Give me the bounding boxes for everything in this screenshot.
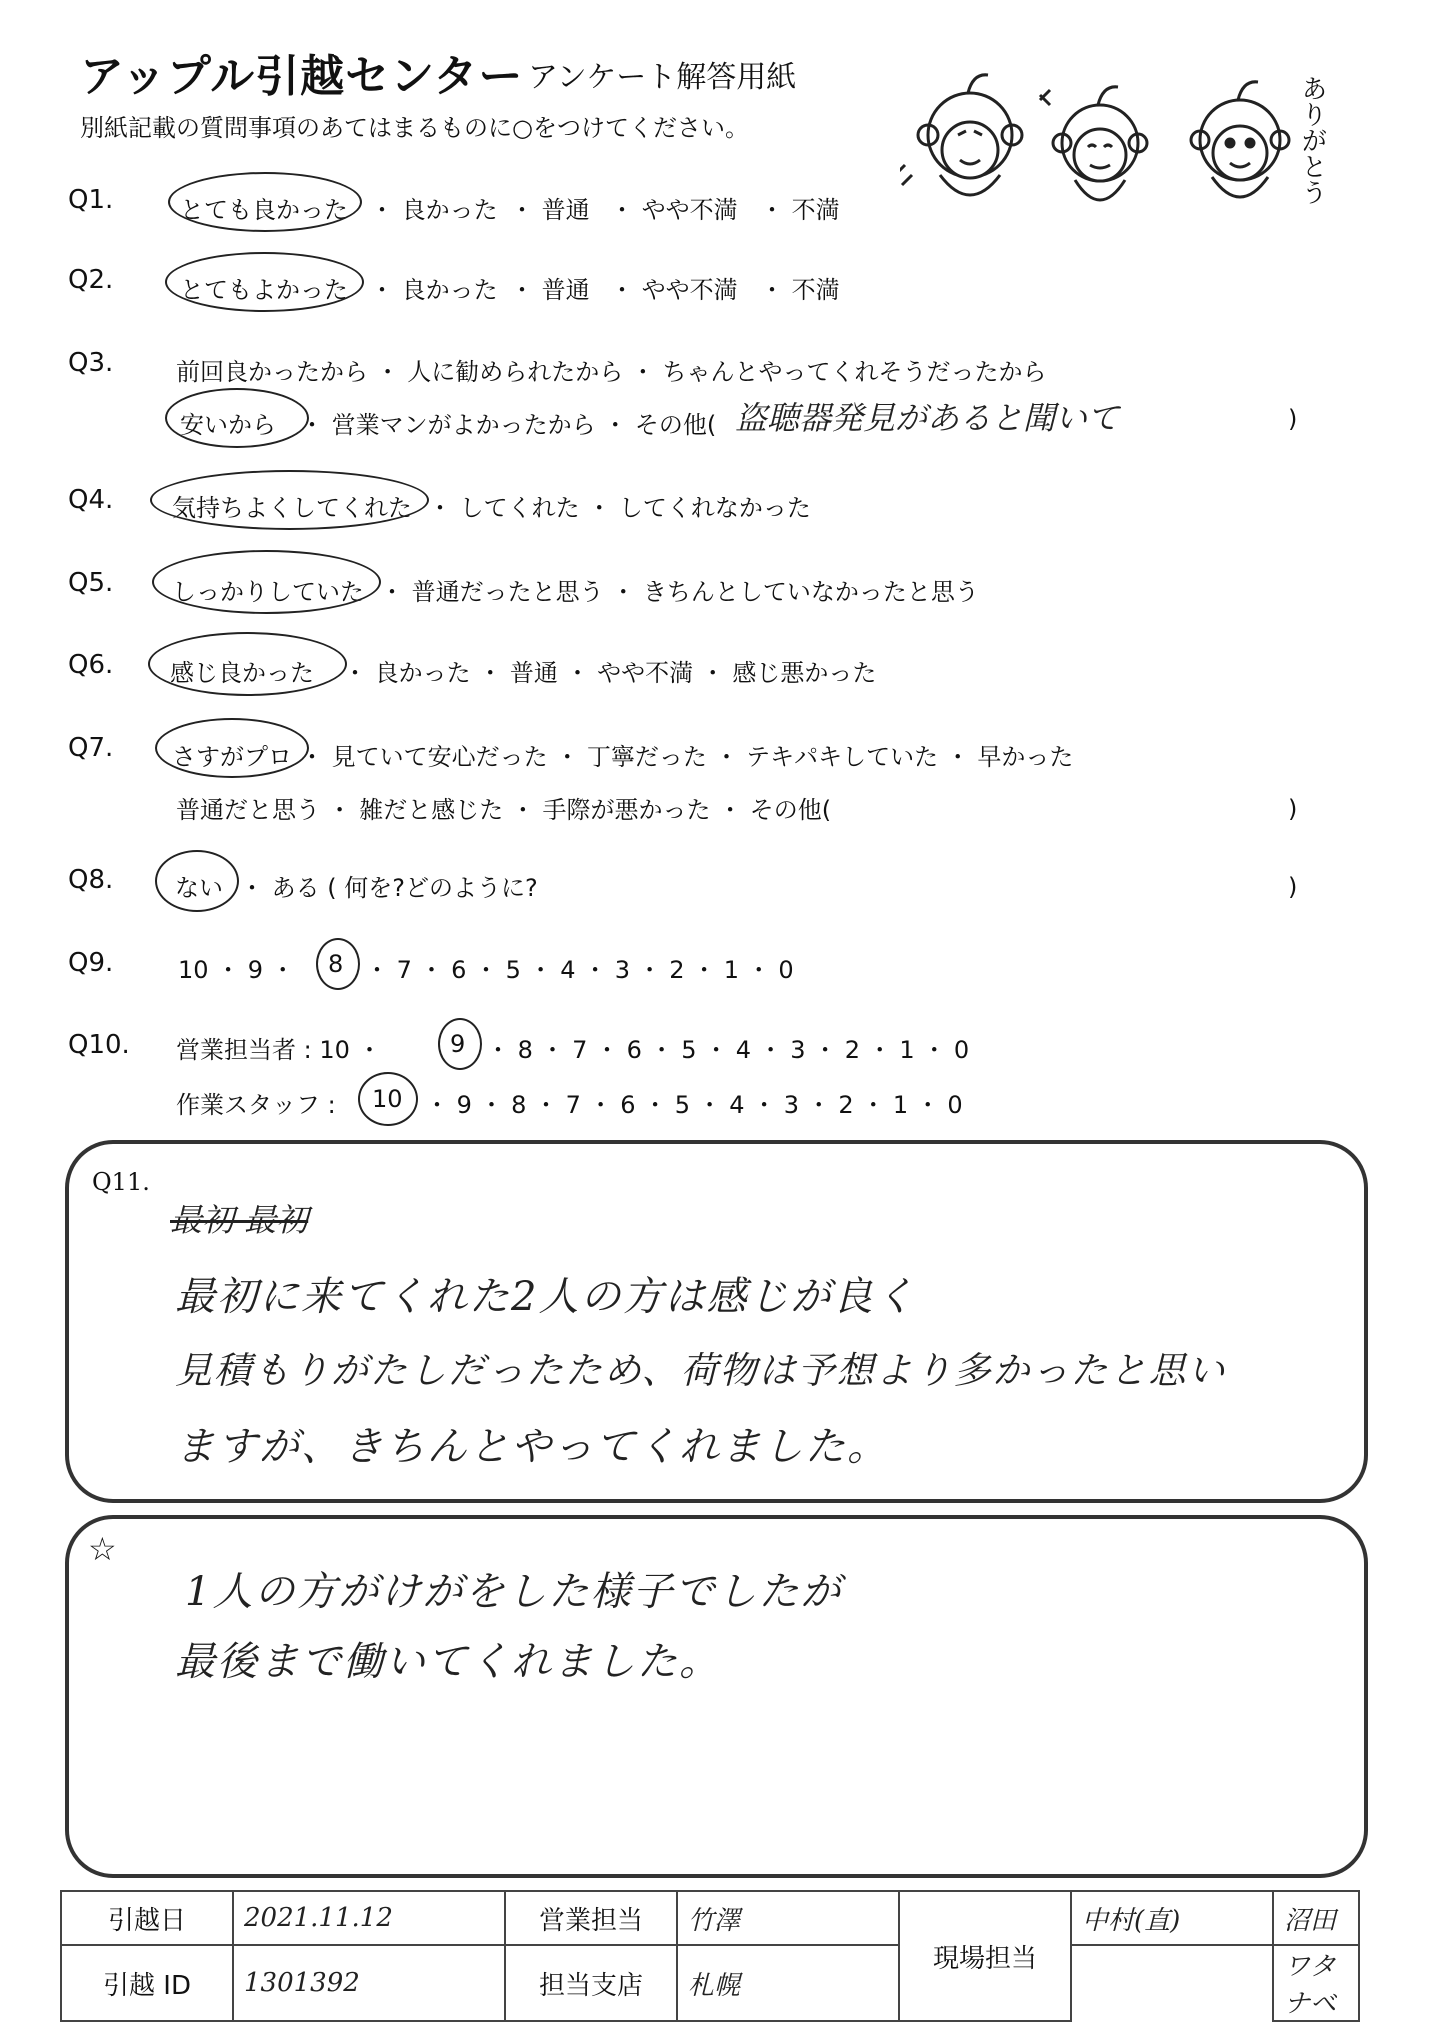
company-title: アップル引越センター xyxy=(80,51,524,102)
extra-comment-line-1: 1人の方がけがをした様子でしたが xyxy=(185,1569,843,1615)
q9-scale-after[interactable]: ・ 7 ・ 6 ・ 5 ・ 4 ・ 3 ・ 2 ・ 1 ・ 0 xyxy=(365,956,794,984)
q3-options-line1[interactable]: 前回良かったから ・ 人に勧められたから ・ ちゃんとやってくれそうだったから xyxy=(176,358,1047,386)
q3-selection-circle xyxy=(165,388,309,448)
q10-sales-selected[interactable]: 9 xyxy=(450,1030,466,1058)
q8-options-rest[interactable]: ・ ある ( 何を?どのように? xyxy=(240,874,538,902)
q3-close-paren: ) xyxy=(1288,405,1298,433)
q3-label: Q3. xyxy=(68,348,114,378)
move-date-label: 引越日 xyxy=(61,1891,233,1945)
q11-struck-text: 最初 最初 xyxy=(170,1201,309,1239)
q6-options-rest[interactable]: ・ 良かった ・ 普通 ・ やや不満 ・ 感じ悪かった xyxy=(343,659,877,687)
q1-option-2[interactable]: ・ 良かった xyxy=(370,196,498,224)
q2-option-2[interactable]: ・ 良かった xyxy=(370,276,498,304)
q7-selection-circle xyxy=(155,718,309,778)
q2-option-5[interactable]: ・ 不満 xyxy=(760,276,840,304)
site-staff-label: 現場担当 xyxy=(899,1891,1071,2021)
q7-close-paren: ) xyxy=(1288,795,1298,823)
q6-selection-circle xyxy=(148,632,347,696)
q10-sales-scale[interactable]: ・ 8 ・ 7 ・ 6 ・ 5 ・ 4 ・ 3 ・ 2 ・ 1 ・ 0 xyxy=(486,1036,970,1064)
q8-label: Q8. xyxy=(68,865,114,895)
q2-selection-circle xyxy=(165,252,364,312)
sales-rep-value: 竹澤 xyxy=(677,1891,899,1945)
site-staff-2: 沼田 xyxy=(1273,1891,1359,1945)
q9-scale-before[interactable]: 10 ・ 9 ・ xyxy=(178,956,295,984)
q11-comment-line-2: 見積もりがたしだったため、荷物は予想より多かったと思い xyxy=(175,1349,1227,1392)
q10-sales-label[interactable]: 営業担当者 : 10 ・ xyxy=(176,1036,382,1064)
q11-comment-line-1: 最初に来てくれた2人の方は感じが良く xyxy=(175,1274,917,1320)
q1-selection-circle xyxy=(168,172,362,232)
q1-option-5[interactable]: ・ 不満 xyxy=(760,196,840,224)
q7-option-selected[interactable]: さすがプロ xyxy=(172,743,292,771)
q1-option-3[interactable]: ・ 普通 xyxy=(510,196,590,224)
q5-option-selected[interactable]: しっかりしていた xyxy=(172,578,364,606)
footer-info-table xyxy=(60,1890,1360,2022)
instruction-text: 別紙記載の質問事項のあてはまるものに○をつけてください。 xyxy=(80,114,749,142)
q10-sales-selection-circle xyxy=(438,1018,482,1070)
extra-comment-line-2: 最後まで働いてくれました。 xyxy=(175,1639,721,1685)
q7-options-line2[interactable]: 普通だと思う ・ 雑だと感じた ・ 手際が悪かった ・ その他( xyxy=(176,796,832,824)
branch-label: 担当支店 xyxy=(505,1945,677,2021)
site-staff-empty xyxy=(1071,1945,1273,2021)
mascot-text: ありがとう xyxy=(1297,75,1327,205)
move-id-label: 引越 ID xyxy=(61,1945,233,2021)
q1-option-4[interactable]: ・ やや不満 xyxy=(610,196,738,224)
q9-label: Q9. xyxy=(68,948,114,978)
form-subtitle: アンケート解答用紙 xyxy=(528,60,797,95)
q4-option-selected[interactable]: 気持ちよくしてくれた xyxy=(172,494,412,522)
star-icon: ☆ xyxy=(88,1530,117,1568)
q3-other-handwritten: 盗聴器発見があると聞いて xyxy=(735,399,1120,437)
q2-option-4[interactable]: ・ やや不満 xyxy=(610,276,738,304)
site-staff-3: ワタナベ xyxy=(1273,1945,1359,2021)
q5-label: Q5. xyxy=(68,568,114,598)
q1-option-1[interactable]: とても良かった xyxy=(180,196,348,224)
q4-selection-circle xyxy=(150,470,429,530)
q5-selection-circle xyxy=(152,550,381,614)
q6-option-selected[interactable]: 感じ良かった xyxy=(170,659,314,687)
move-id-value: 1301392 xyxy=(233,1945,505,2021)
q9-selection-circle xyxy=(316,938,360,990)
q8-selection-circle xyxy=(155,850,239,912)
q2-option-3[interactable]: ・ 普通 xyxy=(510,276,590,304)
q1-label: Q1. xyxy=(68,185,114,215)
q3-options-line2[interactable]: ・ 営業マンがよかったから ・ その他( xyxy=(300,411,717,439)
branch-value: 札幌 xyxy=(677,1945,899,2021)
q8-option-selected[interactable]: ない xyxy=(175,874,223,902)
q7-options-rest[interactable]: ・ 見ていて安心だった ・ 丁寧だった ・ テキパキしていた ・ 早かった xyxy=(300,743,1074,771)
q11-comment-line-3: ますが、きちんとやってくれました。 xyxy=(175,1424,889,1470)
q11-label: Q11. xyxy=(92,1168,150,1196)
q9-selected-score[interactable]: 8 xyxy=(328,950,344,978)
q4-label: Q4. xyxy=(68,485,114,515)
q8-close-paren: ) xyxy=(1288,873,1298,901)
q10-label: Q10. xyxy=(68,1030,130,1060)
move-date-value: 2021.11.12 xyxy=(233,1891,505,1945)
q7-label: Q7. xyxy=(68,733,114,763)
site-staff-1: 中村(直) xyxy=(1071,1891,1273,1945)
sales-rep-label: 営業担当 xyxy=(505,1891,677,1945)
q10-staff-selection-circle xyxy=(358,1072,418,1126)
q6-label: Q6. xyxy=(68,650,114,680)
mascot-illustration xyxy=(900,55,1340,225)
q10-staff-label[interactable]: 作業スタッフ : xyxy=(176,1091,336,1119)
q3-option-selected[interactable]: 安いから xyxy=(180,411,276,439)
q2-option-1[interactable]: とてもよかった xyxy=(180,276,348,304)
q10-staff-scale[interactable]: ・ 9 ・ 8 ・ 7 ・ 6 ・ 5 ・ 4 ・ 3 ・ 2 ・ 1 ・ 0 xyxy=(425,1091,963,1119)
q5-options-rest[interactable]: ・ 普通だったと思う ・ きちんとしていなかったと思う xyxy=(380,578,979,606)
q10-staff-selected[interactable]: 10 xyxy=(372,1085,403,1113)
q2-label: Q2. xyxy=(68,265,114,295)
q4-options-rest[interactable]: ・ してくれた ・ してくれなかった xyxy=(428,494,811,522)
